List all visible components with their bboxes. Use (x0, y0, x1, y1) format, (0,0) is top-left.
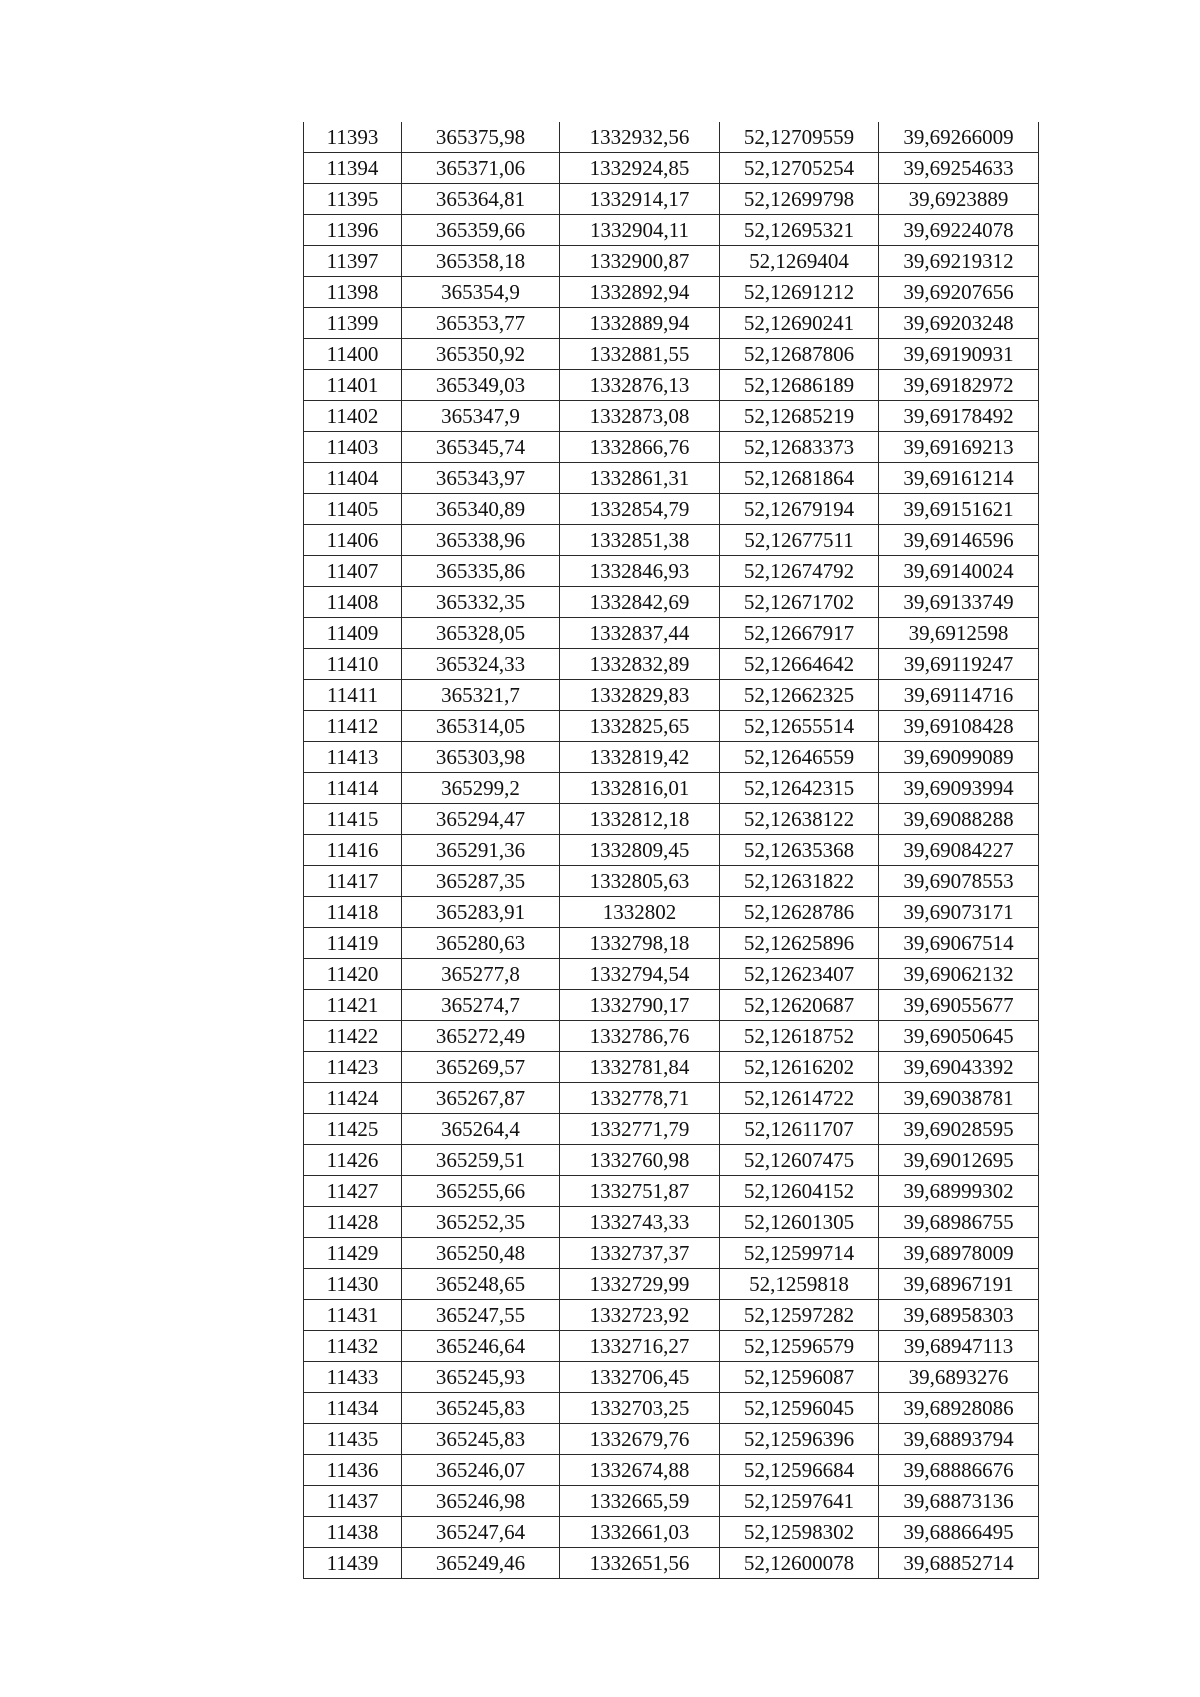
cell-x: 365338,96 (402, 525, 560, 556)
cell-x: 365259,51 (402, 1145, 560, 1176)
cell-point-no: 11439 (304, 1548, 402, 1579)
coordinates-table (303, 122, 1039, 1579)
cell-longitude: 39,69133749 (879, 587, 1039, 618)
table-row (304, 401, 1039, 432)
cell-latitude: 52,12705254 (720, 153, 879, 184)
cell-point-no: 11422 (304, 1021, 402, 1052)
cell-point-no: 11436 (304, 1455, 402, 1486)
cell-latitude: 52,12667917 (720, 618, 879, 649)
cell-x: 365277,8 (402, 959, 560, 990)
cell-y: 1332881,55 (560, 339, 720, 370)
cell-longitude: 39,69043392 (879, 1052, 1039, 1083)
cell-x: 365343,97 (402, 463, 560, 494)
table-row (304, 1114, 1039, 1145)
cell-x: 365303,98 (402, 742, 560, 773)
cell-point-no: 11428 (304, 1207, 402, 1238)
cell-point-no: 11432 (304, 1331, 402, 1362)
table-row (304, 1362, 1039, 1393)
cell-longitude: 39,69219312 (879, 246, 1039, 277)
table-row (304, 1331, 1039, 1362)
cell-latitude: 52,12625896 (720, 928, 879, 959)
cell-latitude: 52,12604152 (720, 1176, 879, 1207)
table-row (304, 184, 1039, 215)
table-row (304, 370, 1039, 401)
cell-point-no: 11402 (304, 401, 402, 432)
cell-x: 365245,83 (402, 1393, 560, 1424)
cell-x: 365349,03 (402, 370, 560, 401)
cell-y: 1332805,63 (560, 866, 720, 897)
cell-x: 365245,93 (402, 1362, 560, 1393)
cell-latitude: 52,1269404 (720, 246, 879, 277)
cell-latitude: 52,12677511 (720, 525, 879, 556)
cell-point-no: 11393 (304, 122, 402, 153)
cell-y: 1332674,88 (560, 1455, 720, 1486)
table-row (304, 215, 1039, 246)
cell-latitude: 52,12642315 (720, 773, 879, 804)
cell-y: 1332812,18 (560, 804, 720, 835)
cell-longitude: 39,69254633 (879, 153, 1039, 184)
table-row (304, 742, 1039, 773)
table-row (304, 494, 1039, 525)
table-row (304, 246, 1039, 277)
cell-y: 1332900,87 (560, 246, 720, 277)
cell-x: 365267,87 (402, 1083, 560, 1114)
cell-longitude: 39,68873136 (879, 1486, 1039, 1517)
cell-point-no: 11412 (304, 711, 402, 742)
cell-y: 1332716,27 (560, 1331, 720, 1362)
table-row (304, 122, 1039, 153)
cell-longitude: 39,69224078 (879, 215, 1039, 246)
cell-point-no: 11430 (304, 1269, 402, 1300)
cell-latitude: 52,12691212 (720, 277, 879, 308)
cell-point-no: 11401 (304, 370, 402, 401)
cell-y: 1332876,13 (560, 370, 720, 401)
cell-longitude: 39,69055677 (879, 990, 1039, 1021)
cell-point-no: 11396 (304, 215, 402, 246)
cell-y: 1332706,45 (560, 1362, 720, 1393)
cell-y: 1332703,25 (560, 1393, 720, 1424)
cell-latitude: 52,12596684 (720, 1455, 879, 1486)
cell-latitude: 52,12614722 (720, 1083, 879, 1114)
cell-point-no: 11434 (304, 1393, 402, 1424)
cell-latitude: 52,12600078 (720, 1548, 879, 1579)
cell-latitude: 52,12635368 (720, 835, 879, 866)
cell-x: 365375,98 (402, 122, 560, 153)
cell-latitude: 52,12623407 (720, 959, 879, 990)
cell-point-no: 11414 (304, 773, 402, 804)
cell-x: 365264,4 (402, 1114, 560, 1145)
cell-x: 365246,98 (402, 1486, 560, 1517)
cell-longitude: 39,69084227 (879, 835, 1039, 866)
cell-x: 365248,65 (402, 1269, 560, 1300)
cell-point-no: 11421 (304, 990, 402, 1021)
cell-y: 1332829,83 (560, 680, 720, 711)
cell-y: 1332825,65 (560, 711, 720, 742)
cell-longitude: 39,69207656 (879, 277, 1039, 308)
cell-x: 365255,66 (402, 1176, 560, 1207)
cell-point-no: 11427 (304, 1176, 402, 1207)
cell-point-no: 11417 (304, 866, 402, 897)
cell-longitude: 39,69108428 (879, 711, 1039, 742)
cell-x: 365340,89 (402, 494, 560, 525)
cell-x: 365269,57 (402, 1052, 560, 1083)
cell-latitude: 52,12616202 (720, 1052, 879, 1083)
cell-point-no: 11435 (304, 1424, 402, 1455)
cell-y: 1332661,03 (560, 1517, 720, 1548)
cell-latitude: 52,12631822 (720, 866, 879, 897)
cell-point-no: 11405 (304, 494, 402, 525)
cell-x: 365314,05 (402, 711, 560, 742)
table-row (304, 1207, 1039, 1238)
cell-longitude: 39,69119247 (879, 649, 1039, 680)
cell-y: 1332866,76 (560, 432, 720, 463)
cell-latitude: 52,12681864 (720, 463, 879, 494)
cell-y: 1332854,79 (560, 494, 720, 525)
cell-point-no: 11406 (304, 525, 402, 556)
cell-x: 365291,36 (402, 835, 560, 866)
table-row (304, 1238, 1039, 1269)
table-row (304, 1393, 1039, 1424)
cell-longitude: 39,68947113 (879, 1331, 1039, 1362)
cell-x: 365358,18 (402, 246, 560, 277)
table-row (304, 1300, 1039, 1331)
table-row (304, 773, 1039, 804)
table-row (304, 525, 1039, 556)
cell-point-no: 11425 (304, 1114, 402, 1145)
cell-y: 1332651,56 (560, 1548, 720, 1579)
cell-point-no: 11426 (304, 1145, 402, 1176)
cell-latitude: 52,12596396 (720, 1424, 879, 1455)
cell-longitude: 39,69140024 (879, 556, 1039, 587)
cell-longitude: 39,69178492 (879, 401, 1039, 432)
cell-point-no: 11403 (304, 432, 402, 463)
cell-y: 1332723,92 (560, 1300, 720, 1331)
cell-point-no: 11394 (304, 153, 402, 184)
table-row (304, 711, 1039, 742)
cell-y: 1332809,45 (560, 835, 720, 866)
cell-latitude: 52,12671702 (720, 587, 879, 618)
cell-point-no: 11431 (304, 1300, 402, 1331)
cell-latitude: 52,12638122 (720, 804, 879, 835)
cell-latitude: 52,12601305 (720, 1207, 879, 1238)
table-row (304, 1486, 1039, 1517)
cell-point-no: 11418 (304, 897, 402, 928)
table-row (304, 897, 1039, 928)
cell-y: 1332846,93 (560, 556, 720, 587)
cell-longitude: 39,69182972 (879, 370, 1039, 401)
table-row (304, 1455, 1039, 1486)
cell-longitude: 39,69028595 (879, 1114, 1039, 1145)
cell-point-no: 11415 (304, 804, 402, 835)
cell-longitude: 39,69266009 (879, 122, 1039, 153)
cell-longitude: 39,69038781 (879, 1083, 1039, 1114)
cell-x: 365247,64 (402, 1517, 560, 1548)
cell-longitude: 39,69169213 (879, 432, 1039, 463)
cell-y: 1332924,85 (560, 153, 720, 184)
table-row (304, 277, 1039, 308)
cell-longitude: 39,68967191 (879, 1269, 1039, 1300)
cell-latitude: 52,12597641 (720, 1486, 879, 1517)
cell-longitude: 39,6923889 (879, 184, 1039, 215)
cell-point-no: 11411 (304, 680, 402, 711)
cell-x: 365364,81 (402, 184, 560, 215)
cell-x: 365328,05 (402, 618, 560, 649)
cell-y: 1332737,37 (560, 1238, 720, 1269)
cell-point-no: 11407 (304, 556, 402, 587)
cell-y: 1332729,99 (560, 1269, 720, 1300)
cell-x: 365249,46 (402, 1548, 560, 1579)
cell-latitude: 52,12596579 (720, 1331, 879, 1362)
cell-x: 365354,9 (402, 277, 560, 308)
table-row (304, 835, 1039, 866)
cell-y: 1332778,71 (560, 1083, 720, 1114)
cell-point-no: 11413 (304, 742, 402, 773)
cell-latitude: 52,12662325 (720, 680, 879, 711)
table-row (304, 1548, 1039, 1579)
cell-longitude: 39,69114716 (879, 680, 1039, 711)
cell-y: 1332819,42 (560, 742, 720, 773)
cell-x: 365250,48 (402, 1238, 560, 1269)
cell-x: 365245,83 (402, 1424, 560, 1455)
cell-longitude: 39,68999302 (879, 1176, 1039, 1207)
cell-x: 365252,35 (402, 1207, 560, 1238)
table-row (304, 1145, 1039, 1176)
cell-longitude: 39,69190931 (879, 339, 1039, 370)
cell-latitude: 52,12607475 (720, 1145, 879, 1176)
cell-latitude: 52,12683373 (720, 432, 879, 463)
table-row (304, 804, 1039, 835)
cell-latitude: 52,12646559 (720, 742, 879, 773)
table-row (304, 680, 1039, 711)
cell-longitude: 39,69078553 (879, 866, 1039, 897)
cell-x: 365353,77 (402, 308, 560, 339)
cell-y: 1332771,79 (560, 1114, 720, 1145)
cell-latitude: 52,12596087 (720, 1362, 879, 1393)
cell-longitude: 39,6893276 (879, 1362, 1039, 1393)
cell-x: 365247,55 (402, 1300, 560, 1331)
table-row (304, 339, 1039, 370)
cell-point-no: 11424 (304, 1083, 402, 1114)
cell-longitude: 39,68886676 (879, 1455, 1039, 1486)
cell-latitude: 52,12628786 (720, 897, 879, 928)
cell-point-no: 11397 (304, 246, 402, 277)
cell-y: 1332816,01 (560, 773, 720, 804)
cell-longitude: 39,69161214 (879, 463, 1039, 494)
cell-y: 1332760,98 (560, 1145, 720, 1176)
cell-longitude: 39,69146596 (879, 525, 1039, 556)
table-row (304, 153, 1039, 184)
cell-latitude: 52,1259818 (720, 1269, 879, 1300)
cell-point-no: 11398 (304, 277, 402, 308)
table-row (304, 866, 1039, 897)
cell-y: 1332798,18 (560, 928, 720, 959)
cell-latitude: 52,12597282 (720, 1300, 879, 1331)
cell-latitude: 52,12598302 (720, 1517, 879, 1548)
cell-longitude: 39,68928086 (879, 1393, 1039, 1424)
cell-point-no: 11416 (304, 835, 402, 866)
cell-longitude: 39,69203248 (879, 308, 1039, 339)
cell-latitude: 52,12709559 (720, 122, 879, 153)
cell-x: 365332,35 (402, 587, 560, 618)
cell-latitude: 52,12674792 (720, 556, 879, 587)
cell-y: 1332851,38 (560, 525, 720, 556)
table-row (304, 1176, 1039, 1207)
cell-point-no: 11433 (304, 1362, 402, 1393)
cell-latitude: 52,12679194 (720, 494, 879, 525)
cell-longitude: 39,68852714 (879, 1548, 1039, 1579)
table-row (304, 649, 1039, 680)
cell-y: 1332786,76 (560, 1021, 720, 1052)
cell-longitude: 39,69088288 (879, 804, 1039, 835)
cell-longitude: 39,68986755 (879, 1207, 1039, 1238)
cell-x: 365359,66 (402, 215, 560, 246)
cell-point-no: 11400 (304, 339, 402, 370)
cell-latitude: 52,12618752 (720, 1021, 879, 1052)
cell-longitude: 39,69012695 (879, 1145, 1039, 1176)
cell-y: 1332904,11 (560, 215, 720, 246)
cell-point-no: 11419 (304, 928, 402, 959)
cell-longitude: 39,69073171 (879, 897, 1039, 928)
cell-latitude: 52,12686189 (720, 370, 879, 401)
cell-latitude: 52,12620687 (720, 990, 879, 1021)
cell-x: 365283,91 (402, 897, 560, 928)
cell-x: 365246,64 (402, 1331, 560, 1362)
cell-y: 1332837,44 (560, 618, 720, 649)
cell-longitude: 39,69050645 (879, 1021, 1039, 1052)
cell-x: 365287,35 (402, 866, 560, 897)
cell-y: 1332889,94 (560, 308, 720, 339)
cell-x: 365345,74 (402, 432, 560, 463)
cell-point-no: 11399 (304, 308, 402, 339)
cell-longitude: 39,68893794 (879, 1424, 1039, 1455)
cell-longitude: 39,69151621 (879, 494, 1039, 525)
cell-x: 365274,7 (402, 990, 560, 1021)
cell-latitude: 52,12611707 (720, 1114, 879, 1145)
cell-x: 365280,63 (402, 928, 560, 959)
cell-longitude: 39,68866495 (879, 1517, 1039, 1548)
table-row (304, 308, 1039, 339)
cell-x: 365335,86 (402, 556, 560, 587)
cell-y: 1332781,84 (560, 1052, 720, 1083)
cell-x: 365350,92 (402, 339, 560, 370)
cell-y: 1332932,56 (560, 122, 720, 153)
cell-point-no: 11423 (304, 1052, 402, 1083)
cell-latitude: 52,12599714 (720, 1238, 879, 1269)
cell-point-no: 11437 (304, 1486, 402, 1517)
table-row (304, 990, 1039, 1021)
cell-point-no: 11429 (304, 1238, 402, 1269)
cell-y: 1332914,17 (560, 184, 720, 215)
cell-longitude: 39,69099089 (879, 742, 1039, 773)
cell-y: 1332751,87 (560, 1176, 720, 1207)
cell-point-no: 11410 (304, 649, 402, 680)
table-row (304, 1052, 1039, 1083)
cell-y: 1332873,08 (560, 401, 720, 432)
cell-point-no: 11408 (304, 587, 402, 618)
cell-x: 365321,7 (402, 680, 560, 711)
table-row (304, 1517, 1039, 1548)
cell-latitude: 52,12596045 (720, 1393, 879, 1424)
cell-latitude: 52,12695321 (720, 215, 879, 246)
cell-x: 365347,9 (402, 401, 560, 432)
cell-latitude: 52,12699798 (720, 184, 879, 215)
cell-x: 365246,07 (402, 1455, 560, 1486)
cell-latitude: 52,12655514 (720, 711, 879, 742)
cell-longitude: 39,69062132 (879, 959, 1039, 990)
table-row (304, 928, 1039, 959)
cell-point-no: 11404 (304, 463, 402, 494)
coordinates-table-body (304, 122, 1039, 1579)
cell-latitude: 52,12664642 (720, 649, 879, 680)
table-row (304, 432, 1039, 463)
cell-longitude: 39,68958303 (879, 1300, 1039, 1331)
cell-y: 1332861,31 (560, 463, 720, 494)
cell-latitude: 52,12687806 (720, 339, 879, 370)
cell-x: 365272,49 (402, 1021, 560, 1052)
table-row (304, 556, 1039, 587)
cell-y: 1332842,69 (560, 587, 720, 618)
cell-point-no: 11420 (304, 959, 402, 990)
cell-y: 1332832,89 (560, 649, 720, 680)
table-row (304, 587, 1039, 618)
cell-y: 1332665,59 (560, 1486, 720, 1517)
cell-y: 1332892,94 (560, 277, 720, 308)
cell-latitude: 52,12685219 (720, 401, 879, 432)
cell-longitude: 39,69067514 (879, 928, 1039, 959)
cell-longitude: 39,69093994 (879, 773, 1039, 804)
cell-longitude: 39,6912598 (879, 618, 1039, 649)
cell-x: 365324,33 (402, 649, 560, 680)
cell-x: 365294,47 (402, 804, 560, 835)
cell-y: 1332679,76 (560, 1424, 720, 1455)
cell-longitude: 39,68978009 (879, 1238, 1039, 1269)
cell-latitude: 52,12690241 (720, 308, 879, 339)
table-row (304, 959, 1039, 990)
table-row (304, 463, 1039, 494)
cell-point-no: 11438 (304, 1517, 402, 1548)
cell-y: 1332794,54 (560, 959, 720, 990)
table-row (304, 1269, 1039, 1300)
cell-x: 365299,2 (402, 773, 560, 804)
cell-x: 365371,06 (402, 153, 560, 184)
table-row (304, 618, 1039, 649)
cell-point-no: 11395 (304, 184, 402, 215)
table-row (304, 1083, 1039, 1114)
table-row (304, 1424, 1039, 1455)
cell-y: 1332802 (560, 897, 720, 928)
cell-y: 1332743,33 (560, 1207, 720, 1238)
cell-point-no: 11409 (304, 618, 402, 649)
table-row (304, 1021, 1039, 1052)
cell-y: 1332790,17 (560, 990, 720, 1021)
